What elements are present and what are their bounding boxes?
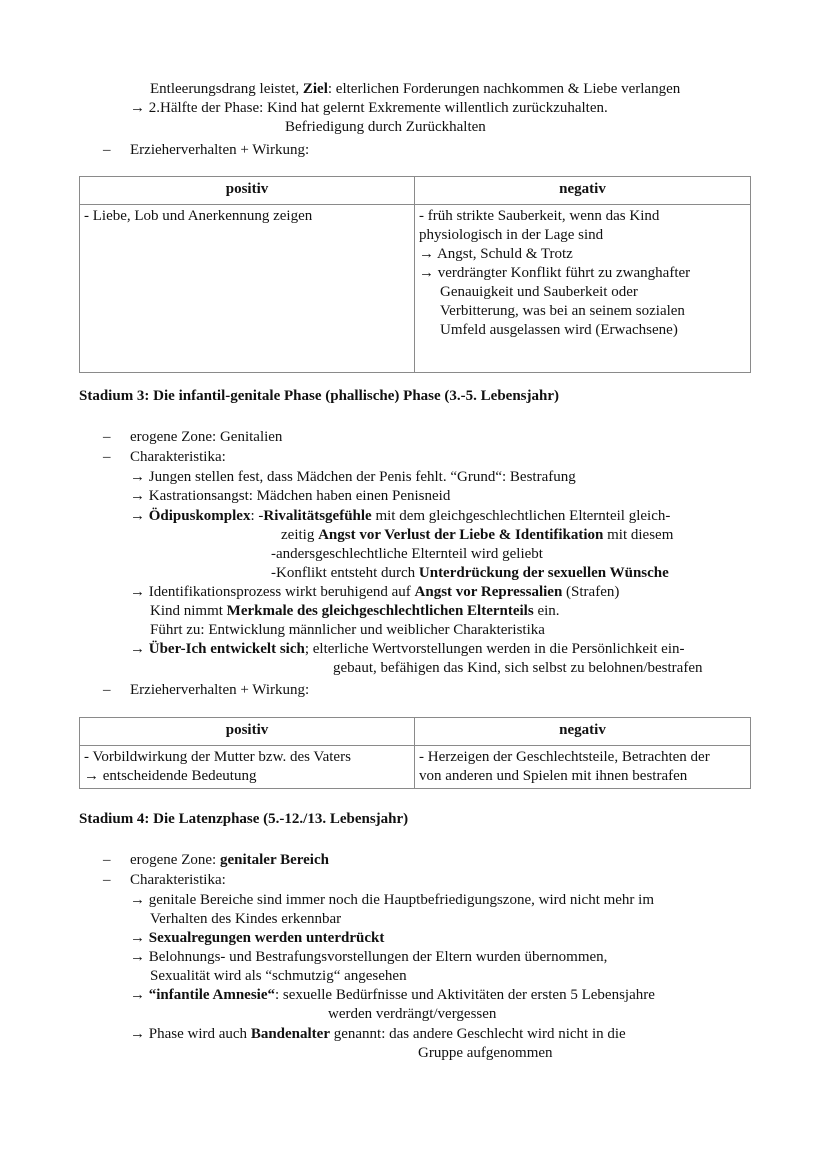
text-segment: -Konflikt entsteht durch	[271, 565, 419, 581]
section-heading-stage-3: Stadium 3: Die infantil-genitale Phase (phallische) Phase (3.-5. Lebensjahr)	[79, 388, 559, 404]
text-segment: Kind nimmt	[150, 603, 227, 619]
table-cell-positive	[80, 205, 415, 373]
cell-text: - Liebe, Lob und Anerkennung zeigen	[84, 208, 313, 224]
text-segment-bold: “infantile Amnesie“	[148, 987, 275, 1003]
dash-bullet: –	[103, 872, 111, 888]
arrow-icon: →	[130, 949, 145, 965]
arrow-icon: →	[130, 469, 145, 485]
dash-bullet: –	[103, 429, 111, 445]
text-segment-bold: Unterdrückung der sexuellen Wünsche	[418, 565, 669, 581]
arrow-line	[130, 468, 576, 487]
text-line	[150, 80, 680, 99]
text-segment: : -	[250, 508, 264, 524]
text-segment-bold: Angst vor Verlust der Liebe & Identifikation	[318, 527, 604, 543]
text-segment: ; elterliche Wertvorstellungen werden in die Persönlichkeit ein-	[304, 641, 685, 657]
arrow-line	[130, 948, 607, 967]
text-segment-bold: Ödipuskomplex	[148, 508, 251, 524]
arrow-icon: →	[130, 508, 145, 524]
text-line: erogene Zone: Genitalien	[130, 429, 283, 445]
text-segment: Kastrationsangst: Mädchen haben einen Penisneid	[148, 488, 451, 504]
arrow-line	[130, 1025, 626, 1044]
behavior-table-phallic	[79, 717, 751, 789]
text-segment-bold: Rivalitätsgefühle	[263, 508, 372, 524]
arrow-icon: →	[419, 265, 434, 281]
text-line	[130, 851, 329, 870]
text-segment-bold: Über-Ich entwickelt sich	[148, 641, 305, 657]
cell-text: physiologisch in der Lage sind	[419, 227, 604, 243]
table-header-negative: negativ	[415, 718, 751, 746]
table-cell-positive	[80, 746, 415, 789]
text-segment-bold: Ziel	[302, 81, 328, 97]
table-header-positive: positiv	[80, 177, 415, 205]
text-segment: mit diesem	[603, 527, 674, 543]
arrow-line	[130, 99, 608, 118]
dash-bullet: –	[103, 852, 111, 868]
text-segment: genitale Bereiche sind immer noch die Hauptbefriedigungszone, wird nicht mehr im	[148, 892, 655, 908]
arrow-line	[130, 929, 384, 948]
text-segment: Belohnungs- und Bestrafungsvorstellungen der Eltern wurden übernommen,	[148, 949, 608, 965]
cell-text: - Herzeigen der Geschlechtsteile, Betrachten der	[419, 749, 710, 765]
text-segment: Entleerungsdrang leistet,	[150, 81, 303, 97]
table-header-negative: negativ	[415, 177, 751, 205]
behavior-table-anal	[79, 176, 751, 373]
text-segment-bold: Sexualregungen werden unterdrückt	[148, 930, 385, 946]
arrow-line	[130, 891, 654, 910]
text-segment: ein.	[533, 603, 560, 619]
text-segment: Phase wird auch	[148, 1026, 251, 1042]
text-line	[281, 526, 673, 545]
arrow-icon: →	[419, 246, 434, 262]
text-line: werden verdrängt/vergessen	[328, 1006, 497, 1022]
arrow-line	[130, 640, 685, 659]
arrow-icon: →	[130, 987, 145, 1003]
arrow-line	[130, 583, 619, 602]
arrow-icon: →	[130, 1026, 145, 1042]
text-segment: zeitig	[281, 527, 319, 543]
table-cell-negative	[415, 746, 751, 789]
text-segment: : elterlichen Forderungen nachkommen & Liebe verlangen	[327, 81, 681, 97]
arrow-line	[130, 507, 670, 526]
table-header-positive: positiv	[80, 718, 415, 746]
text-segment-bold: Angst vor Repressalien	[414, 584, 563, 600]
cell-text: Umfeld ausgelassen wird (Erwachsene)	[440, 322, 678, 338]
arrow-icon: →	[130, 641, 145, 657]
text-line	[271, 564, 669, 583]
arrow-icon: →	[130, 892, 145, 908]
arrow-icon: →	[130, 930, 145, 946]
arrow-icon: →	[130, 584, 145, 600]
text-line: Erzieherverhalten + Wirkung:	[130, 682, 310, 698]
text-segment: Identifikationsprozess wirkt beruhigend auf	[148, 584, 415, 600]
cell-text: Genauigkeit und Sauberkeit oder	[440, 284, 638, 300]
text-line: -andersgeschlechtliche Elternteil wird geliebt	[271, 546, 543, 562]
text-line: Verhalten des Kindes erkennbar	[150, 911, 342, 927]
cell-text: Verbitterung, was bei an seinem sozialen	[440, 303, 685, 319]
arrow-line	[130, 986, 655, 1005]
cell-text: - früh strikte Sauberkeit, wenn das Kind	[419, 208, 660, 224]
dash-bullet: –	[103, 682, 111, 698]
text-segment-bold: Bandenalter	[250, 1026, 330, 1042]
cell-text: Angst, Schuld & Trotz	[436, 246, 573, 262]
text-segment-bold: genitaler Bereich	[219, 852, 329, 868]
text-segment: : sexuelle Bedürfnisse und Aktivitäten der ersten 5 Lebensjahre	[275, 987, 655, 1003]
arrow-line	[130, 487, 450, 506]
text-line: Befriedigung durch Zurückhalten	[285, 119, 486, 135]
arrow-icon: →	[130, 100, 145, 116]
dash-bullet: –	[103, 142, 111, 158]
text-line: Charakteristika:	[130, 872, 226, 888]
cell-text: verdrängter Konflikt führt zu zwanghafter	[437, 265, 691, 281]
dash-bullet: –	[103, 449, 111, 465]
text-line: Erzieherverhalten + Wirkung:	[130, 142, 310, 158]
cell-text: - Vorbildwirkung der Mutter bzw. des Vaters	[84, 749, 351, 765]
text-segment: (Strafen)	[562, 584, 620, 600]
arrow-icon: →	[84, 768, 99, 784]
arrow-icon: →	[130, 488, 145, 504]
text-segment: 2.Hälfte der Phase: Kind hat gelernt Exkremente willentlich zurückzuhalten.	[148, 100, 608, 116]
text-line: Gruppe aufgenommen	[418, 1045, 553, 1061]
text-line: Charakteristika:	[130, 449, 226, 465]
cell-text: von anderen und Spielen mit ihnen bestrafen	[419, 768, 688, 784]
text-segment: Jungen stellen fest, dass Mädchen der Penis fehlt. “Grund“: Bestrafung	[148, 469, 576, 485]
text-line: Sexualität wird als “schmutzig“ angesehen	[150, 968, 407, 984]
text-line: Führt zu: Entwicklung männlicher und weiblicher Charakteristika	[150, 622, 545, 638]
text-segment: erogene Zone:	[130, 852, 220, 868]
text-segment-bold: Merkmale des gleichgeschlechtlichen Elternteils	[226, 603, 534, 619]
section-heading-stage-4: Stadium 4: Die Latenzphase (5.-12./13. Lebensjahr)	[79, 811, 409, 827]
text-segment: genannt: das andere Geschlecht wird nicht in die	[329, 1026, 626, 1042]
cell-text: entscheidende Bedeutung	[102, 768, 257, 784]
text-line	[150, 602, 560, 621]
text-segment: mit dem gleichgeschlechtlichen Elternteil gleich-	[371, 508, 671, 524]
text-line: gebaut, befähigen das Kind, sich selbst zu belohnen/bestrafen	[333, 660, 703, 676]
table-cell-negative	[415, 205, 751, 373]
